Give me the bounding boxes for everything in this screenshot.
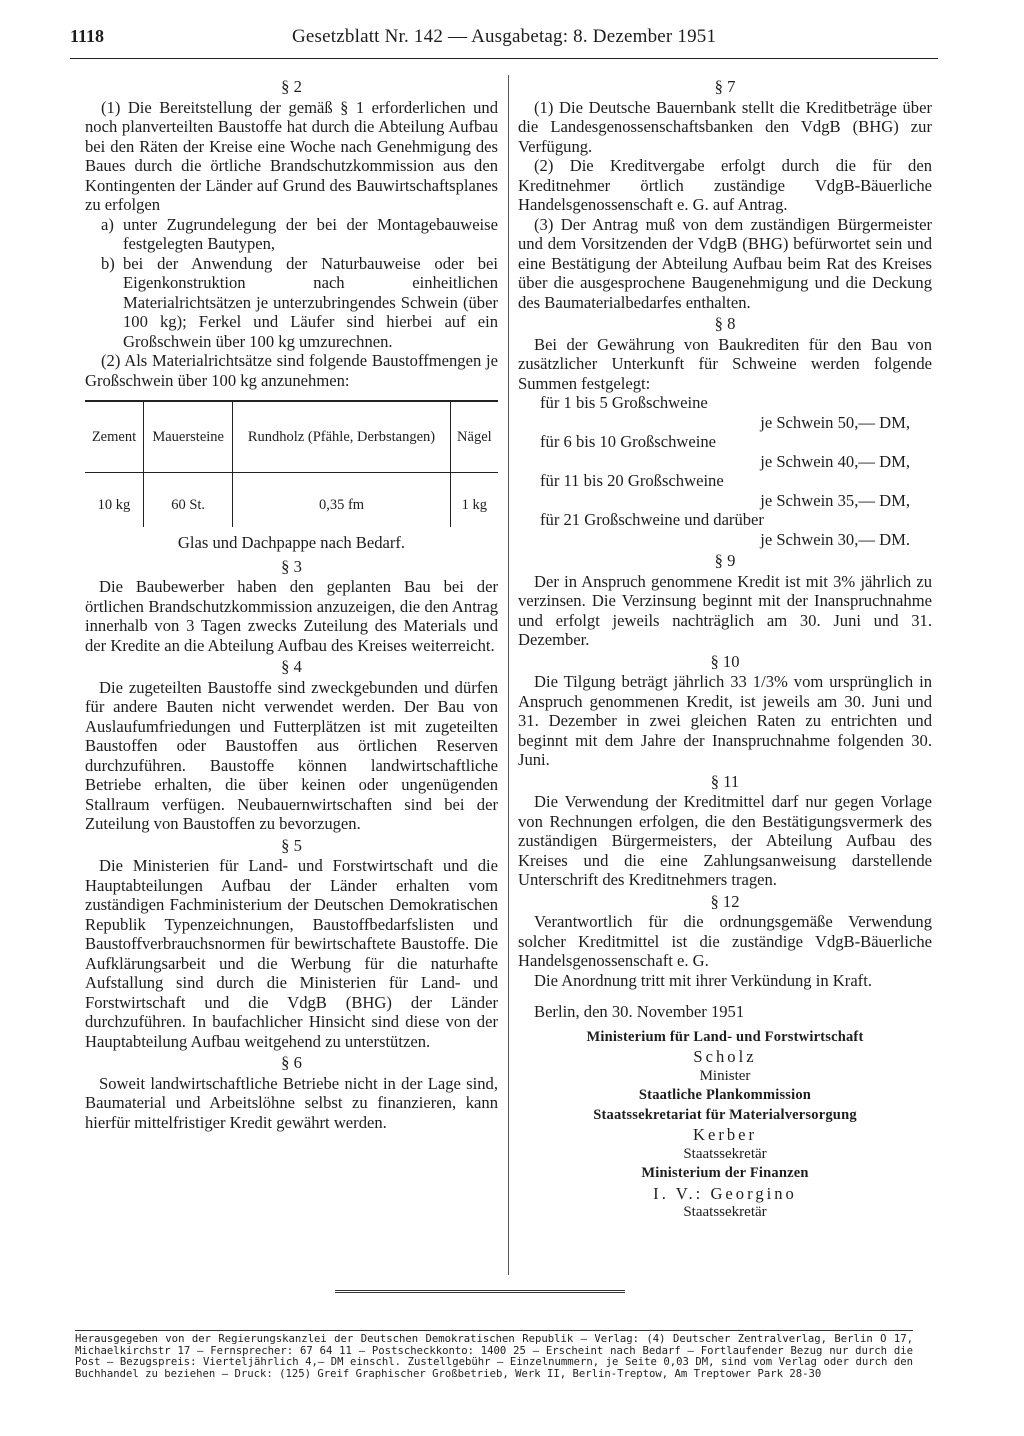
amount-range: für 11 bis 20 Großschweine (540, 471, 724, 490)
amount-value: je Schwein 35,— DM, (760, 490, 910, 510)
right-column (518, 75, 932, 1223)
amount-value: je Schwein 30,— DM. (760, 529, 910, 549)
section-heading-4: § 4 (281, 657, 302, 676)
section-heading-7: § 7 (714, 77, 736, 96)
section-9-text: Der in Anspruch genommene Kredit ist mit 3% jährlich zu verzinsen. Die Verzinsung beginnt mit der Inanspruchnahme und erfolgt jeweils nachträglich am 30. Juni und 31. Dezember. (518, 571, 932, 649)
section-12-paragraph-2: Die Anordnung tritt mit ihrer Verkündung in Kraft. (534, 970, 872, 990)
amount-value: je Schwein 50,— DM, (760, 412, 910, 432)
signatory-ministry-finance: Ministerium der Finanzen (641, 1165, 809, 1181)
material-table-row (85, 473, 498, 528)
amount-value: je Schwein 40,— DM, (760, 451, 910, 471)
section-heading-9: § 9 (714, 551, 736, 570)
signatory-role: Minister (699, 1067, 751, 1084)
table-cell: 60 St. (143, 473, 232, 528)
list-item-b (85, 254, 498, 352)
column-divider (508, 75, 509, 1275)
section-heading-6: § 6 (281, 1053, 302, 1072)
section-12-paragraph-1: Verantwortlich für die ordnungsgemäße Verwendung solcher Kreditmittel ist die zuständige VdgB-Bäuerliche Handelsgenossenschaft e. G. (518, 912, 932, 970)
signatory-role: Staatssekretär (683, 1145, 767, 1162)
table-header-cell: Zement (85, 401, 143, 473)
section-heading-2: § 2 (281, 77, 302, 96)
section-heading-11: § 11 (710, 771, 740, 791)
signature-block (518, 1002, 932, 1223)
section-6-text: Soweit landwirtschaftliche Betriebe nicht in der Lage sind, Baumaterial und Arbeitslöhne selbst zu finanzieren, kann hierfür mittelfristiger Kredit gewährt werden. (85, 1073, 498, 1132)
credit-amount-row (518, 432, 932, 471)
section-8-intro: Bei der Gewährung von Baukrediten für den Bau von zusätzlicher Unterkunft für Schweine werden folgende Summen festgelegt: (518, 334, 932, 393)
section-7-paragraph-3: (3) Der Antrag muß von dem zuständigen Bürgermeister und dem Vorsitzenden der VdgB (BHG) befürwortet sein und eine Bestätigung der Abteilung Aufbau beim Rat des Kreises über die ausgesprochene Baugenehmigung und die Deckung des Baumaterialbedarfes enthalten. (518, 214, 932, 312)
section-heading-8: § 8 (714, 314, 736, 333)
table-header-cell: Rundholz (Pfähle, Derbstangen) (233, 401, 450, 473)
material-table-header-row (85, 401, 498, 473)
signatory-name: I. V.: Georgino (653, 1183, 797, 1203)
section-heading-5: § 5 (281, 835, 302, 855)
table-cell: 10 kg (97, 496, 131, 513)
credit-amount-row (518, 393, 932, 432)
section-7-paragraph-1: (1) Die Deutsche Bauernbank stellt die Kreditbeträge über die Landesgenossenschaftsbanken den VdgB (BHG) zur Verfügung. (518, 97, 932, 156)
section-heading-12: § 12 (710, 891, 740, 911)
place-date: Berlin, den 30. November 1951 (534, 1002, 745, 1021)
imprint-rule (75, 1330, 913, 1331)
table-header-cell: Mauersteine (143, 401, 232, 473)
signatory-ministry-agriculture: Ministerium für Land- und Forstwirtschaft (586, 1028, 864, 1045)
table-cell: 0,35 fm (233, 473, 450, 528)
list-item-a (85, 215, 498, 254)
section-heading-10: § 10 (710, 651, 740, 671)
amount-range: für 1 bis 5 Großschweine (540, 393, 708, 412)
closing-rule (335, 1290, 625, 1293)
signatory-state-secretariat: Staatssekretariat für Materialversorgung (593, 1106, 857, 1123)
amount-range: für 21 Großschweine und darüber (540, 510, 764, 529)
table-note: Glas und Dachpappe nach Bedarf. (177, 533, 406, 552)
signatory-planning-commission: Staatliche Plankommission (638, 1087, 812, 1103)
list-label-a: a) (101, 214, 114, 234)
credit-amount-row (518, 471, 932, 510)
amount-range: für 6 bis 10 Großschweine (540, 432, 717, 451)
list-label-b: b) (101, 253, 115, 273)
list-text-b: bei der Anwendung der Naturbauweise oder bei Eigenkonstruktion nach einheitlichen Materialrichtsätzen je unterzubringendes Schwein (über 100 kg); Ferkel und Läufer sind hierbei auf ein Großschwein über 100 kg umzurechnen. (123, 253, 498, 351)
left-column (85, 75, 498, 1132)
signatory-name: Scholz (693, 1047, 757, 1066)
section-10-text: Die Tilgung beträgt jährlich 33 1/3% vom ursprünglich in Anspruch genommenen Kredit, ist jeweils am 30. Juni und 31. Dezember in zwei gleichen Raten zu entrichten und beginnt mit dem Jahre der Inanspruchnahme folgenden 30. Juni. (518, 672, 932, 769)
header-rule (70, 58, 938, 59)
table-header-cell: Nägel (450, 401, 498, 473)
section-5-text: Die Ministerien für Land- und Forstwirtschaft und die Hauptabteilungen Aufbau der Länder erhalten vom zuständigen Fachministerium der Deutschen Demokratischen Republik Typenzeichnungen, Baustoffbedarfslisten und Baustoffverbrauchsnormen für bewirtschaftete Baustoffe. Die Aufklärungsarbeit und die Werbung für die naturhafte Aufstallung sind durch die Ministerien für Land- und Forstwirtschaft und die VdgB (BHG) der Länder durchzuführen. In baufachlicher Hinsicht sind diese von der Hauptabteilung Aufbau weitgehend zu unterstützen. (85, 856, 498, 1051)
running-title: Gesetzblatt Nr. 142 — Ausgabetag: 8. Dezember 1951 (292, 26, 717, 47)
section-2-paragraph-1: (1) Die Bereitstellung der gemäß § 1 erforderlichen und noch planverteilten Baustoffe hat durch die Abteilung Aufbau bei den Räten der Kreise eine Woche nach Genehmigung des Baues durch die örtliche Brandschutzkommission aus den Kontingenten der Länder auf Grund des Bauwirtschaftsplanes zu erfolgen (85, 97, 498, 214)
section-7-paragraph-2: (2) Die Kreditvergabe erfolgt durch die für den Kreditnehmer örtlich zuständige VdgB-Bäuerliche Handelsgenossenschaft e. G. auf Antrag. (518, 156, 932, 214)
section-3-text: Die Baubewerber haben den geplanten Bau bei der örtlichen Brandschutzkommission anzuzeigen, die den Antrag innerhalb von 3 Tagen zwecks Zuteilung des Materials und der Kredite an die Abteilung Aufbau des Kreises weiterreicht. (85, 577, 498, 655)
credit-amounts-list (518, 393, 932, 549)
section-2-paragraph-2: (2) Als Materialrichtsätze sind folgende Baustoffmengen je Großschwein über 100 kg anzunehmen: (85, 351, 498, 390)
page-header (70, 24, 930, 56)
credit-amount-row (518, 510, 932, 549)
publisher-imprint: Herausgegeben von der Regierungskanzlei der Deutschen Demokratischen Republik — Verlag: (4) Deutscher Zentralverlag, Berlin O 17, Michaelkirchstr 17 — Fernsprecher: 67 64 11 — Postscheckkonto: 1400 25 — Erscheint nach Bedarf — Fortlaufender Bezug nur durch die Post — Bezugspreis: Vierteljährlich 4,— DM einschl. Zustellgebühr — Einzelnummern, je Seite 0,03 DM, sind vom Verlag oder durch den Buchhandel zu beziehen — Druck: (125) Greif Graphischer Großbetrieb, Werk II, Berlin-Treptow, Am Treptower Park 28-30 (75, 1333, 913, 1380)
table-cell: 1 kg (450, 473, 498, 528)
section-4-text: Die zugeteilten Baustoffe sind zweckgebunden und dürfen für andere Bauten nicht verwendet werden. Der Bau von Auslaufumfriedungen und Futterplätzen ist mit zugeteilten Baustoffen oder Baustoffen aus örtlichen Reserven durchzuführen. Baustoffe können landwirtschaftliche Betriebe erhalten, die über keinen oder ungenügenden Stallraum verfügen. Neubauernwirtschaften sind bei der Zuteilung von Baustoffen zu bevorzugen. (85, 677, 498, 833)
section-heading-3: § 3 (281, 556, 302, 576)
signatory-name: Kerber (692, 1125, 758, 1144)
material-table (85, 400, 498, 527)
list-text-a: unter Zugrundelegung der bei der Montagebauweise festgelegten Bautypen, (123, 214, 498, 253)
signatory-role: Staatssekretär (683, 1204, 767, 1220)
page-number: 1118 (70, 26, 105, 46)
section-11-text: Die Verwendung der Kreditmittel darf nur gegen Vorlage von Rechnungen erfolgen, die den Bestätigungsvermerk des zuständigen Bürgermeisters, der Abteilung Aufbau des Kreises und die eine Zahlungsanweisung darstellende Unterschrift des Kreditnehmers tragen. (518, 792, 932, 889)
